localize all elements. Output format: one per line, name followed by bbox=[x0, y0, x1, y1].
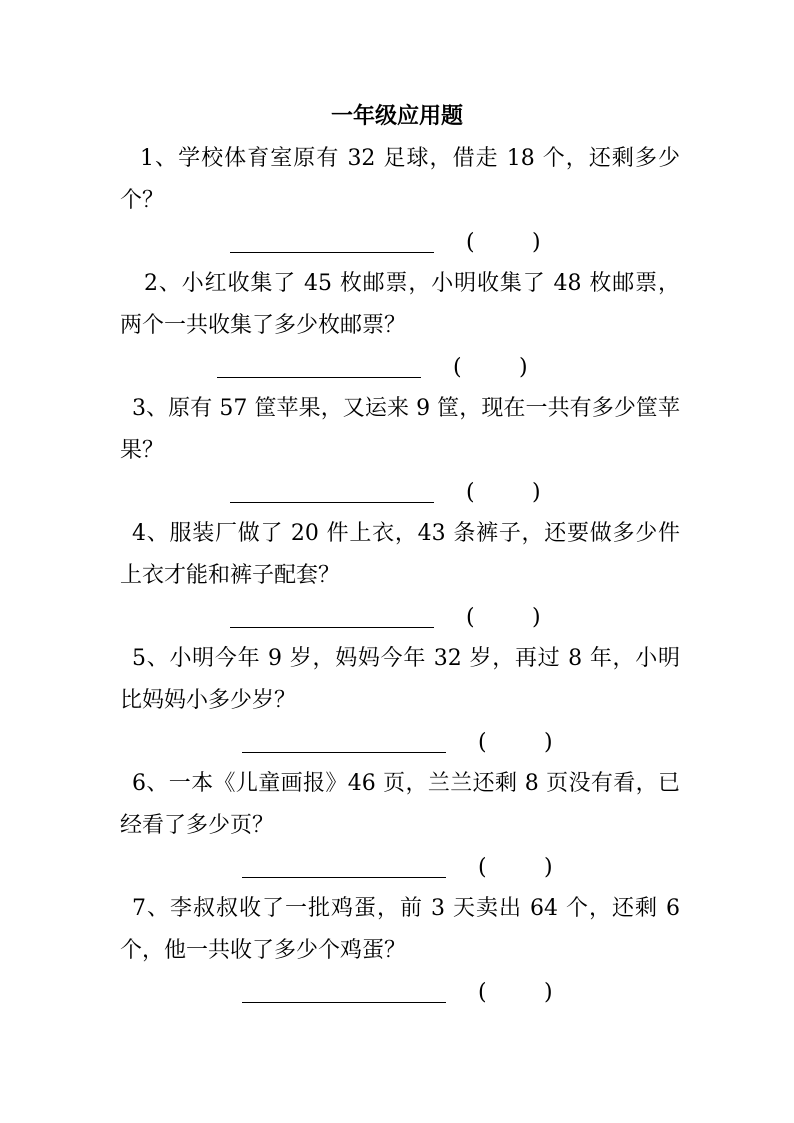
answer-paren-close: ) bbox=[544, 980, 553, 1005]
answer-paren-close: ) bbox=[532, 230, 541, 255]
question-3-answer bbox=[230, 478, 590, 508]
answer-paren-open: ( bbox=[478, 730, 487, 755]
question-7-answer bbox=[242, 978, 602, 1008]
question-5-text: 5、小明今年 9 岁，妈妈今年 32 岁，再过 8 年，小明比妈妈小多少岁？ bbox=[120, 646, 680, 713]
question-2-text: 2、小红收集了 45 枚邮票，小明收集了 48 枚邮票，两个一共收集了多少枚邮票？ bbox=[120, 271, 680, 338]
answer-paren-open: ( bbox=[466, 480, 475, 505]
question-4-text: 4、服装厂做了 20 件上衣，43 条裤子，还要做多少件上衣才能和裤子配套？ bbox=[120, 521, 680, 588]
answer-paren-close: ) bbox=[532, 605, 541, 630]
answer-blank-line[interactable] bbox=[242, 1002, 446, 1003]
answer-paren-close: ) bbox=[519, 355, 528, 380]
question-5-answer bbox=[242, 728, 602, 758]
answer-blank-line[interactable] bbox=[242, 877, 446, 878]
answer-blank-line[interactable] bbox=[230, 627, 434, 628]
question-3-text: 3、原有 57 筐苹果，又运来 9 筐，现在一共有多少筐苹果？ bbox=[120, 396, 680, 463]
answer-paren-open: ( bbox=[453, 355, 462, 380]
answer-paren-open: ( bbox=[466, 230, 475, 255]
question-7-text: 7、李叔叔收了一批鸡蛋，前 3 天卖出 64 个，还剩 6 个，他一共收了多少个鸡蛋？ bbox=[120, 896, 680, 963]
answer-blank-line[interactable] bbox=[217, 377, 421, 378]
answer-paren-open: ( bbox=[466, 605, 475, 630]
question-2-answer bbox=[217, 353, 577, 383]
question-6-answer bbox=[242, 853, 602, 883]
answer-paren-open: ( bbox=[478, 855, 487, 880]
answer-blank-line[interactable] bbox=[230, 502, 434, 503]
question-1-text: 1、学校体育室原有 32 足球，借走 18 个，还剩多少个？ bbox=[120, 146, 680, 213]
answer-paren-close: ) bbox=[532, 480, 541, 505]
answer-paren-close: ) bbox=[544, 855, 553, 880]
answer-paren-close: ) bbox=[544, 730, 553, 755]
answer-paren-open: ( bbox=[478, 980, 487, 1005]
page-title: 一年级应用题 bbox=[330, 104, 463, 129]
question-6-text: 6、一本《儿童画报》46 页，兰兰还剩 8 页没有看，已经看了多少页？ bbox=[120, 771, 680, 838]
question-1-answer bbox=[230, 228, 590, 258]
question-4-answer bbox=[230, 603, 590, 633]
answer-blank-line[interactable] bbox=[230, 252, 434, 253]
answer-blank-line[interactable] bbox=[242, 752, 446, 753]
